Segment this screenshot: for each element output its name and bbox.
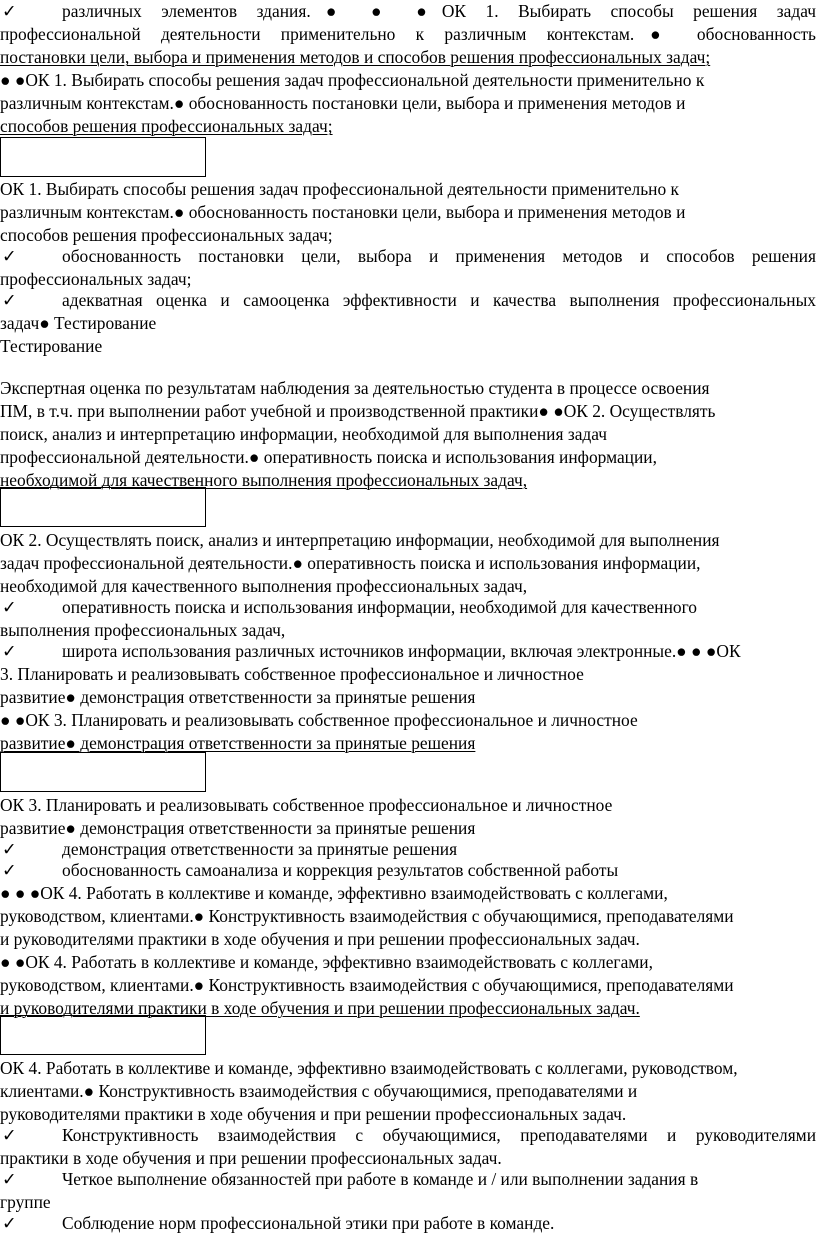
empty-cell-box xyxy=(0,137,206,177)
checkmark-icon: ✓ xyxy=(2,1125,17,1145)
checkmark-icon: ✓ xyxy=(2,641,17,661)
paragraph-line: выполнения профессиональных задач, xyxy=(0,620,286,640)
list-item-text: Соблюдение норм профессиональной этики при работе в команде. xyxy=(62,1213,555,1233)
paragraph-line: и руководителями практики в ходе обучения и при решении профессиональных задач. xyxy=(0,929,640,949)
paragraph-line: профессиональных задач; xyxy=(0,269,192,289)
paragraph-line: ● ●ОК 1. Выбирать способы решения задач профессиональной деятельности применительно к xyxy=(0,70,705,90)
paragraph-line: ОК 1. Выбирать способы решения задач профессиональной деятельности применительно к xyxy=(0,179,679,199)
checkmark-icon: ✓ xyxy=(2,860,17,880)
checkmark-icon: ✓ xyxy=(2,290,17,310)
paragraph-line: практики в ходе обучения и при решении профессиональных задач. xyxy=(0,1148,502,1168)
list-item-text: обоснованность постановки цели, выбора и применения методов и способов решения xyxy=(62,246,816,266)
checkmark-icon: ✓ xyxy=(2,1169,17,1189)
list-item-text: адекватная оценка и самооценка эффективности и качества выполнения профессиональных xyxy=(62,290,816,310)
list-item-text: различных элементов здания.● ● ●ОК 1. Выбирать способы решения задач xyxy=(62,1,816,21)
paragraph-line: различным контекстам.● обоснованность постановки цели, выбора и применения методов и xyxy=(0,202,686,222)
empty-cell-box xyxy=(0,1015,206,1055)
paragraph-line: руководством, клиентами.● Конструктивность взаимодействия с обучающимися, преподавателями xyxy=(0,906,734,926)
list-item-text: широта использования различных источников информации, включая электронные.● ● ●ОК xyxy=(62,641,741,661)
paragraph-line: ● ●ОК 4. Работать в коллективе и команде, эффективно взаимодействовать с коллегами, xyxy=(0,952,653,972)
paragraph-line: необходимой для качественного выполнения профессиональных задач, xyxy=(0,470,528,490)
paragraph-line: развитие● демонстрация ответственности за принятые решения xyxy=(0,687,476,707)
checkmark-icon: ✓ xyxy=(2,839,17,859)
paragraph-line: поиск, анализ и интерпретацию информации, необходимой для выполнения задач xyxy=(0,424,608,444)
paragraph-line: необходимой для качественного выполнения профессиональных задач, xyxy=(0,576,528,596)
paragraph-line: развитие● демонстрация ответственности за принятые решения xyxy=(0,733,476,753)
paragraph-line: Тестирование xyxy=(0,336,103,356)
checkmark-icon: ✓ xyxy=(2,1,17,21)
empty-cell-box xyxy=(0,487,206,527)
paragraph-line: способов решения профессиональных задач; xyxy=(0,116,333,136)
paragraph-line: руководителями практики в ходе обучения и при решении профессиональных задач. xyxy=(0,1104,627,1124)
list-item-text: Конструктивность взаимодействия с обучающимися, преподавателями и руководителями xyxy=(62,1125,816,1145)
paragraph-line: ПМ, в т.ч. при выполнении работ учебной и производственной практики● ●ОК 2. Осуществлять xyxy=(0,401,716,421)
empty-cell-box xyxy=(0,752,206,792)
paragraph-line: различным контекстам.● обоснованность постановки цели, выбора и применения методов и xyxy=(0,93,686,113)
paragraph-line: постановки цели, выбора и применения методов и способов решения профессиональных задач; xyxy=(0,47,711,67)
paragraph-line: ОК 2. Осуществлять поиск, анализ и интерпретацию информации, необходимой для выполнения xyxy=(0,530,720,550)
paragraph-line: 3. Планировать и реализовывать собственное профессиональное и личностное xyxy=(0,664,584,684)
checkmark-icon: ✓ xyxy=(2,1213,17,1233)
list-item-text: Четкое выполнение обязанностей при работе в команде и / или выполнении задания в xyxy=(62,1169,699,1189)
paragraph-line: задач профессиональной деятельности.● оперативность поиска и использования информации, xyxy=(0,553,701,573)
paragraph-line: ОК 4. Работать в коллективе и команде, эффективно взаимодействовать с коллегами, руководством, xyxy=(0,1058,738,1078)
paragraph-line: ● ● ●ОК 4. Работать в коллективе и команде, эффективно взаимодействовать с коллегами, xyxy=(0,883,668,903)
paragraph-line: ● ●ОК 3. Планировать и реализовывать собственное профессиональное и личностное xyxy=(0,710,638,730)
paragraph-line: задач● Тестирование xyxy=(0,313,157,333)
paragraph-line: и руководителями практики в ходе обучения и при решении профессиональных задач. xyxy=(0,998,640,1018)
paragraph-line: профессиональной деятельности.● оперативность поиска и использования информации, xyxy=(0,447,657,467)
paragraph-line: развитие● демонстрация ответственности за принятые решения xyxy=(0,818,476,838)
list-item-text: обоснованность самоанализа и коррекция результатов собственной работы xyxy=(62,860,619,880)
paragraph-line: способов решения профессиональных задач; xyxy=(0,225,333,245)
paragraph-line: профессиональной деятельности применительно к различным контекстам.● обоснованность xyxy=(0,24,816,44)
list-item-text: демонстрация ответственности за принятые решения xyxy=(62,839,458,859)
paragraph-line: ОК 3. Планировать и реализовывать собственное профессиональное и личностное xyxy=(0,795,613,815)
paragraph-line: руководством, клиентами.● Конструктивность взаимодействия с обучающимися, преподавателями xyxy=(0,975,734,995)
checkmark-icon: ✓ xyxy=(2,597,17,617)
checkmark-icon: ✓ xyxy=(2,246,17,266)
paragraph-line: Экспертная оценка по результатам наблюдения за деятельностью студента в процессе освоения xyxy=(0,378,710,398)
paragraph-line: группе xyxy=(0,1192,51,1212)
list-item-text: оперативность поиска и использования информации, необходимой для качественного xyxy=(62,597,698,617)
paragraph-line: клиентами.● Конструктивность взаимодействия с обучающимися, преподавателями и xyxy=(0,1081,638,1101)
